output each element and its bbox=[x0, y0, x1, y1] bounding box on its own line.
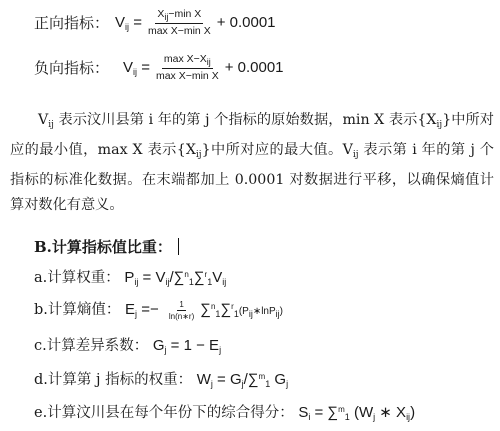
positive-numerator: $X_{ij}-\min$ X bbox=[157, 8, 202, 22]
negative-indicator-formula bbox=[34, 53, 284, 82]
list-item-difference bbox=[34, 334, 221, 355]
negative-constant: + 0.0001 bbox=[224, 59, 284, 76]
negative-fraction bbox=[154, 53, 221, 82]
item-label: a.计算权重： bbox=[34, 270, 120, 286]
item-label: e.计算汶川县在每个年份下的综合得分： bbox=[34, 405, 294, 421]
positive-fraction bbox=[146, 8, 213, 37]
positive-indicator-formula bbox=[34, 8, 276, 37]
section-heading[interactable]: B.计算指标值比重： bbox=[34, 236, 179, 257]
positive-constant: + 0.0001 bbox=[216, 14, 276, 31]
list-item-weight bbox=[34, 266, 226, 287]
explanation-paragraph: $V_{ij}$ 表示汶川县第 i 年的第 j 个指标的原始数据，min X 表示$\{X_{ij}\}$中所对应的最小值，max X 表示$\{X_{ij}\}$中所对应的最大值。$V_{ij}$ 表示第 i 年的第 j 个指标的标准化数据。在末端都加上 0.0001 对数据进行平移，以确保熵值计算对数化有意义。 bbox=[10, 112, 494, 213]
list-item-index-weight bbox=[34, 368, 288, 389]
item-formula: $S_i = \sum^m_1$ ($W_j$ ∗ $X_{ij}$) bbox=[298, 404, 416, 422]
list-item-entropy bbox=[34, 298, 283, 321]
list-item-score bbox=[34, 401, 415, 422]
positive-denominator: max X−min X bbox=[147, 25, 211, 37]
formula-lhs-negative: $V_{ij}$ = bbox=[123, 58, 150, 77]
item-formula: $P_{ij} = V_{ij}/\sum^n_1\sum^r_1V_{ij}$ bbox=[124, 269, 227, 287]
item-formula: $E_j$ =− $\frac{1}{\ln(n∗r)}$ $\sum^n_1\sum^r_1(P_{ij}∗\ln P_{ij})$ bbox=[125, 299, 284, 321]
item-label: b.计算熵值： bbox=[34, 302, 121, 318]
item-label: d.计算第 j 指标的权重： bbox=[34, 372, 193, 388]
text-cursor bbox=[178, 238, 180, 255]
item-formula: $W_j = G_j/\sum^m_1$ $G_j$ bbox=[196, 371, 289, 389]
formula-lhs: $V_{ij}$ = bbox=[115, 13, 142, 32]
negative-indicator-label: 负向指标： bbox=[34, 59, 110, 77]
negative-numerator: $\max X-X_{ij}$ bbox=[163, 53, 211, 67]
item-formula: $G_j = 1 - E_j$ bbox=[152, 337, 222, 355]
positive-indicator-label: 正向指标： bbox=[34, 14, 110, 32]
item-label: c.计算差异系数： bbox=[34, 338, 149, 354]
negative-denominator: max X−min X bbox=[155, 70, 219, 82]
